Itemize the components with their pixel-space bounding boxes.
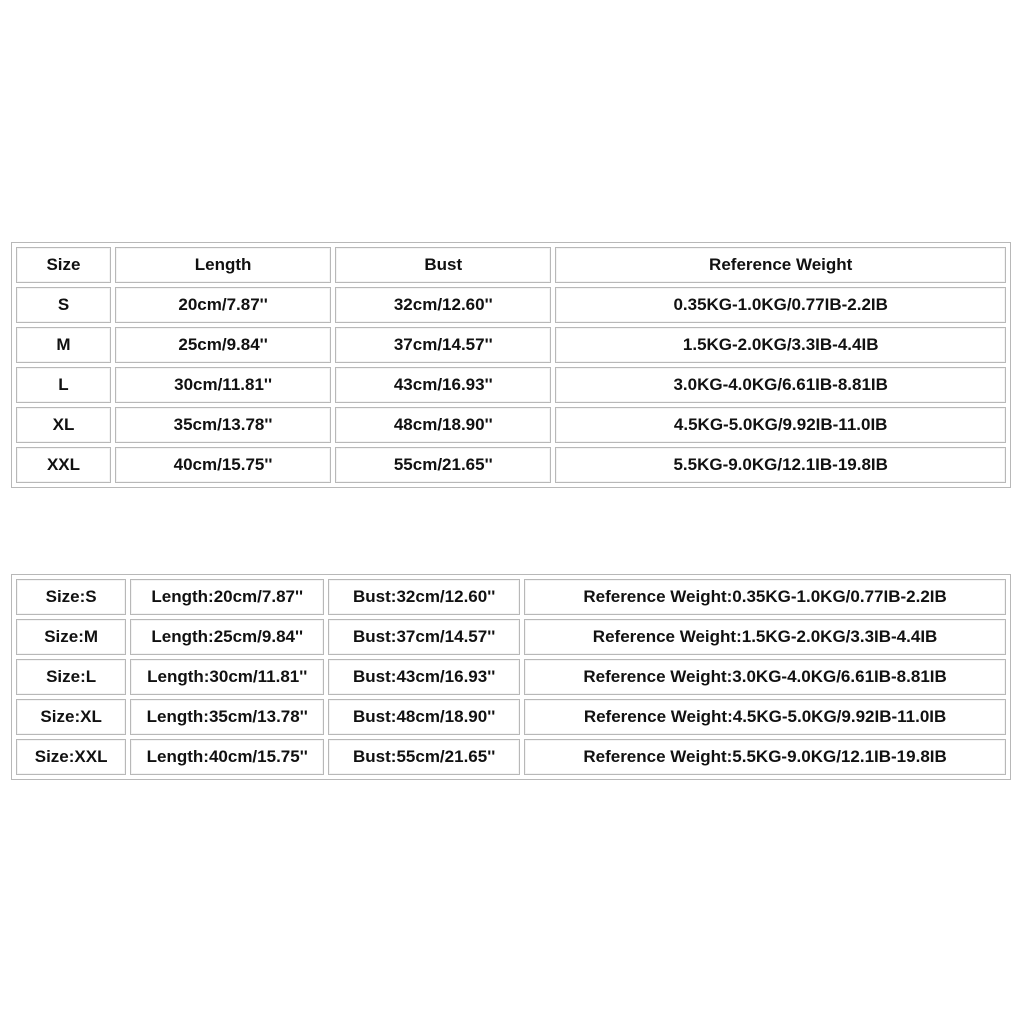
cell-reference-weight: 3.0KG-4.0KG/6.61IB-8.81IB [555,367,1006,403]
cell-size: Size:L [16,659,126,695]
header-length: Length [115,247,331,283]
cell-bust: 55cm/21.65'' [335,447,551,483]
table-row [16,327,1006,363]
header-bust: Bust [335,247,551,283]
cell-bust: 43cm/16.93'' [335,367,551,403]
cell-size: L [16,367,111,403]
cell-length: 30cm/11.81'' [115,367,331,403]
cell-reference-weight: 5.5KG-9.0KG/12.1IB-19.8IB [555,447,1006,483]
cell-reference-weight: 1.5KG-2.0KG/3.3IB-4.4IB [555,327,1006,363]
cell-reference-weight: Reference Weight:0.35KG-1.0KG/0.77IB-2.2IB [524,579,1006,615]
cell-length: Length:40cm/15.75'' [130,739,324,775]
cell-reference-weight: Reference Weight:4.5KG-5.0KG/9.92IB-11.0IB [524,699,1006,735]
cell-size: Size:S [16,579,126,615]
cell-size: Size:XL [16,699,126,735]
cell-size: M [16,327,111,363]
cell-bust: Bust:37cm/14.57'' [328,619,520,655]
header-size: Size [16,247,111,283]
table-row [16,619,1006,655]
size-chart-table [11,242,1011,488]
table-row [16,367,1006,403]
table-row [16,447,1006,483]
cell-bust: 32cm/12.60'' [335,287,551,323]
cell-size: S [16,287,111,323]
cell-reference-weight: Reference Weight:5.5KG-9.0KG/12.1IB-19.8IB [524,739,1006,775]
cell-reference-weight: 4.5KG-5.0KG/9.92IB-11.0IB [555,407,1006,443]
cell-length: 40cm/15.75'' [115,447,331,483]
cell-bust: Bust:43cm/16.93'' [328,659,520,695]
cell-length: 20cm/7.87'' [115,287,331,323]
table-row [16,287,1006,323]
size-detail-table [11,574,1011,780]
cell-bust: 37cm/14.57'' [335,327,551,363]
table-header-row [16,247,1006,283]
cell-reference-weight: Reference Weight:3.0KG-4.0KG/6.61IB-8.81IB [524,659,1006,695]
cell-bust: Bust:55cm/21.65'' [328,739,520,775]
cell-length: Length:30cm/11.81'' [130,659,324,695]
cell-size: XXL [16,447,111,483]
cell-length: Length:35cm/13.78'' [130,699,324,735]
cell-reference-weight: 0.35KG-1.0KG/0.77IB-2.2IB [555,287,1006,323]
cell-length: 25cm/9.84'' [115,327,331,363]
cell-size: XL [16,407,111,443]
cell-bust: Bust:32cm/12.60'' [328,579,520,615]
cell-length: Length:20cm/7.87'' [130,579,324,615]
cell-bust: Bust:48cm/18.90'' [328,699,520,735]
table-row [16,739,1006,775]
table-row [16,659,1006,695]
table-row [16,699,1006,735]
cell-bust: 48cm/18.90'' [335,407,551,443]
cell-size: Size:XXL [16,739,126,775]
cell-reference-weight: Reference Weight:1.5KG-2.0KG/3.3IB-4.4IB [524,619,1006,655]
table-row [16,579,1006,615]
table-row [16,407,1006,443]
cell-length: Length:25cm/9.84'' [130,619,324,655]
cell-size: Size:M [16,619,126,655]
cell-length: 35cm/13.78'' [115,407,331,443]
header-reference-weight: Reference Weight [555,247,1006,283]
